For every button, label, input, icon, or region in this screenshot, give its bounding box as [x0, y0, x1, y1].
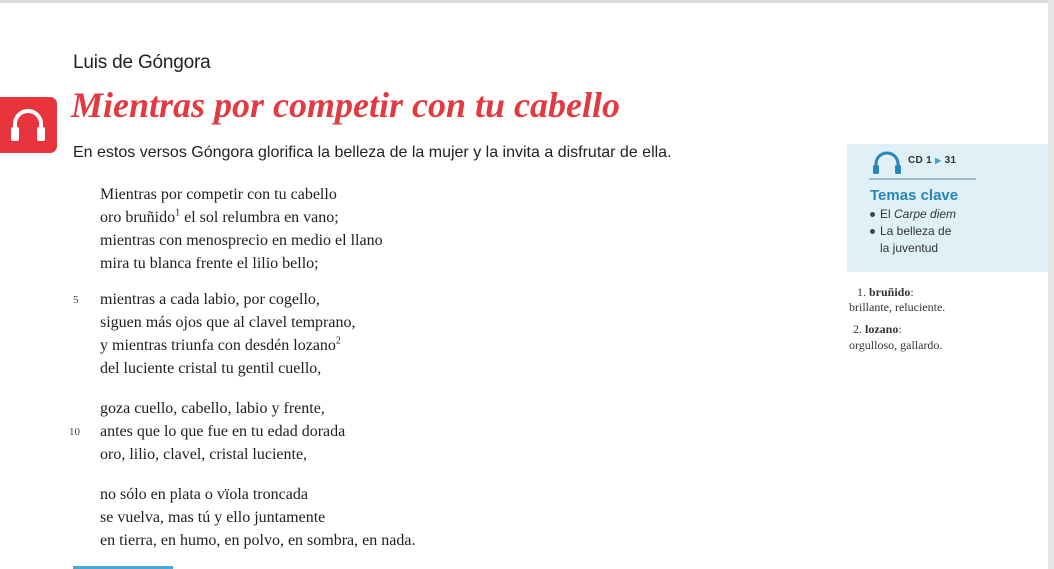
verse-line: mientras a cada labio, por cogello, — [100, 291, 320, 308]
verse-line: en tierra, en humo, en polvo, en sombra, en nada. — [100, 532, 416, 549]
footnote-term: 2. lozano: — [853, 322, 902, 336]
headphones-icon — [9, 105, 47, 145]
top-border — [0, 0, 1054, 3]
verse-line: siguen más ojos que al clavel temprano, — [100, 314, 356, 331]
tema-item: la juventud — [880, 241, 939, 255]
line-number: 5 — [73, 294, 79, 306]
verse-line: mira tu blanca frente el lilio bello; — [100, 255, 319, 272]
page-title: Mientras por competir con tu cabello — [71, 85, 620, 125]
audio-button[interactable] — [0, 97, 57, 153]
verse-line: Mientras por competir con tu cabello — [100, 186, 337, 203]
footnote-ref[interactable]: 1 — [175, 207, 181, 219]
footnote-ref[interactable]: 2 — [335, 335, 341, 347]
verse-line: del luciente cristal tu gentil cuello, — [100, 360, 322, 377]
tema-item: El Carpe diem — [880, 207, 957, 221]
author-name: Luis de Góngora — [73, 52, 211, 73]
verse-line: oro, lilio, clavel, cristal luciente, — [100, 446, 308, 463]
tema-item: La belleza de — [880, 224, 952, 238]
verse-line: oro bruñido$^1$ el sol relumbra en vano; — [100, 207, 339, 226]
verse-line: y mientras triunfa con desdén lozano$^2$ — [100, 335, 341, 354]
verse-line: mientras con menosprecio en medio el llano — [100, 232, 383, 249]
verse-line: antes que lo que fue en tu edad dorada — [100, 423, 346, 440]
verse-line: no sólo en plata o vïola troncada — [100, 486, 308, 503]
verse-line: se vuelva, mas tú y ello juntamente — [100, 509, 326, 526]
intro-text: En estos versos Góngora glorifica la belleza de la mujer y la invita a disfrutar de ella. — [73, 144, 672, 161]
page-edge — [1048, 0, 1054, 569]
sidebar-box — [847, 144, 1048, 272]
line-number: 10 — [69, 426, 80, 438]
play-icon: ▶ — [935, 156, 942, 165]
footnote-definition: orgulloso, gallardo. — [849, 338, 943, 352]
cd-track-label[interactable]: CD 1 ▶ 31 — [908, 155, 957, 166]
bullet-icon — [870, 212, 875, 217]
temas-clave-heading: Temas clave — [870, 187, 959, 204]
divider — [869, 178, 976, 180]
headphones-icon[interactable] — [871, 151, 903, 175]
footnote-term: 1. bruñido: — [857, 285, 914, 299]
verse-line: goza cuello, cabello, labio y frente, — [100, 400, 325, 417]
footnote-definition: brillante, reluciente. — [849, 300, 946, 314]
bullet-icon — [870, 229, 875, 234]
